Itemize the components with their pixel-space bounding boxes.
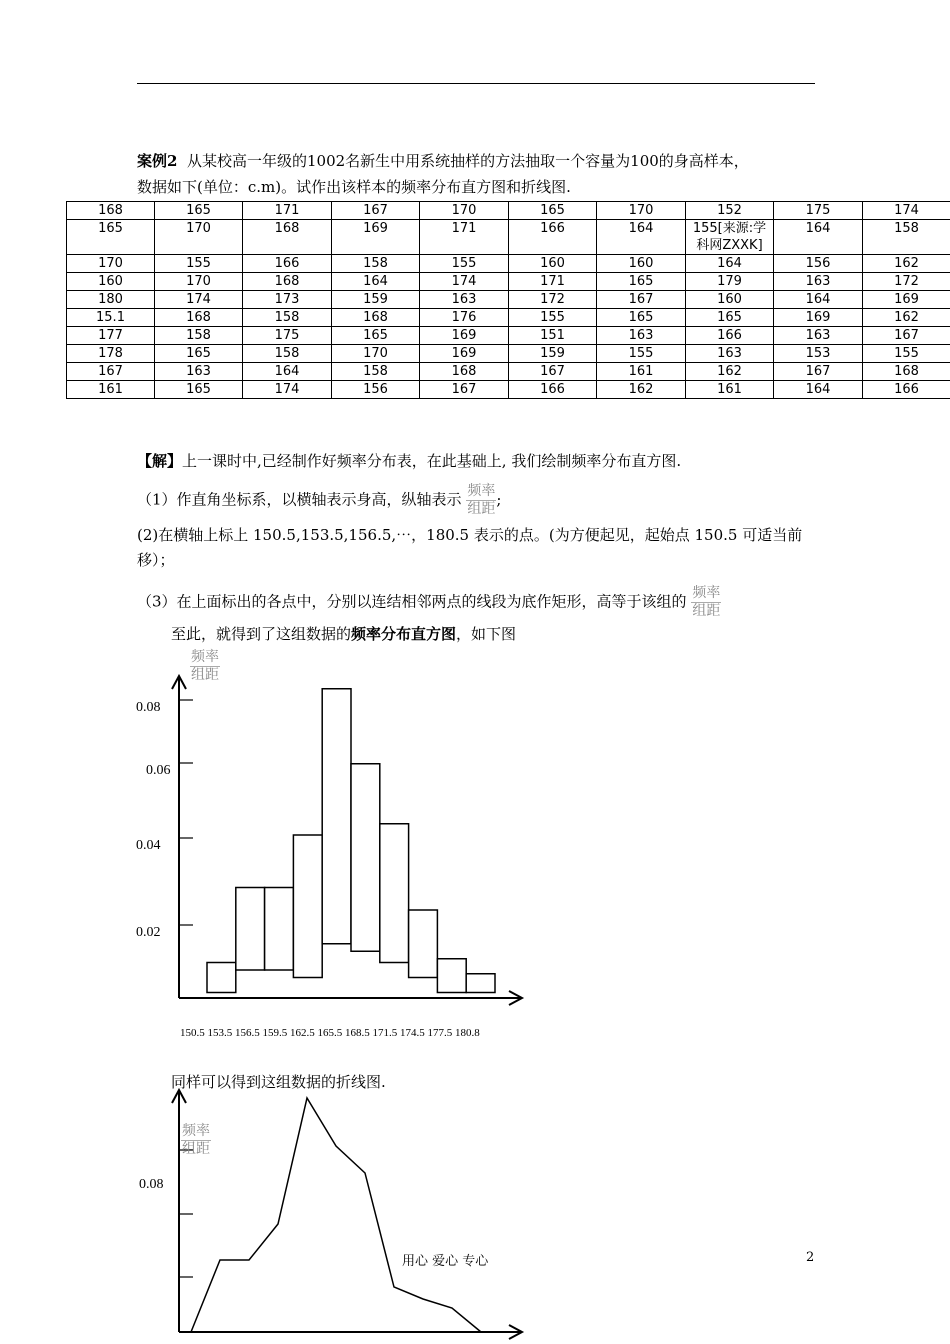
table-cell: 156	[332, 381, 420, 399]
fraction-denominator: 组距	[467, 501, 496, 517]
table-cell: 155[来源:学科网ZXXK]	[686, 220, 774, 255]
table-cell: 170	[67, 255, 155, 273]
table-cell: 155	[597, 345, 686, 363]
table-cell: 168	[155, 309, 243, 327]
fraction-denominator: 组距	[182, 1141, 210, 1157]
histogram-y-tick-label: 0.06	[146, 763, 171, 778]
table-cell: 170	[155, 273, 243, 291]
histogram-x-tick-labels: 150.5 153.5 156.5 159.5 162.5 165.5 168.5 171.5 174.5 177.5 180.8	[180, 1027, 480, 1039]
table-cell: 180	[67, 291, 155, 309]
histogram-bar	[293, 835, 322, 978]
table-cell: 168	[863, 363, 950, 381]
histogram-y-tick-label: 0.08	[136, 700, 161, 715]
polygon-line	[191, 1098, 481, 1332]
table-cell: 162	[863, 309, 950, 327]
table-cell: 171	[243, 202, 332, 220]
table-cell: 167	[863, 327, 950, 345]
histogram-bar	[466, 974, 495, 993]
table-cell: 158	[243, 309, 332, 327]
table-cell: 158	[332, 363, 420, 381]
table-cell: 155	[863, 345, 950, 363]
table-cell: 164	[332, 273, 420, 291]
table-cell: 177	[67, 327, 155, 345]
table-cell: 165	[686, 309, 774, 327]
case-line-2: 数据如下(单位：c.m)。试作出该样本的频率分布直方图和折线图.	[137, 178, 571, 196]
table-cell: 165	[332, 327, 420, 345]
table-cell: 172	[863, 273, 950, 291]
table-cell: 165	[67, 220, 155, 255]
table-cell: 167	[509, 363, 597, 381]
table-cell: 158	[332, 255, 420, 273]
table-cell: 160	[597, 255, 686, 273]
table-cell: 163	[155, 363, 243, 381]
table-cell: 168	[332, 309, 420, 327]
table-cell: 170	[155, 220, 243, 255]
table-cell: 169	[420, 345, 509, 363]
solution-tag: 【解】	[137, 452, 183, 470]
page-number: 2	[806, 1250, 815, 1265]
table-cell: 165	[509, 202, 597, 220]
table-cell: 175	[243, 327, 332, 345]
histogram-bar	[265, 888, 294, 971]
solution-intro-text: 上一课时中,已经制作好频率分布表，在此基础上, 我们绘制频率分布直方图.	[182, 452, 682, 470]
table-cell: 169	[332, 220, 420, 255]
table-cell: 151	[509, 327, 597, 345]
table-cell: 165	[155, 345, 243, 363]
histogram-bar	[380, 824, 409, 963]
fraction-denominator: 组距	[692, 603, 721, 619]
step-2a: (2)在横轴上标上 150.5,153.5,156.5,⋯，180.5 表示的点。(为方便起见，起始点 150.5 可适当前	[137, 526, 803, 544]
table-cell: 169	[420, 327, 509, 345]
table-cell: 167	[67, 363, 155, 381]
case-label: 案例2	[137, 152, 178, 170]
table-cell: 168	[243, 220, 332, 255]
table-cell: 165	[155, 202, 243, 220]
histogram-bar	[236, 888, 265, 971]
table-cell: 163	[774, 327, 863, 345]
table-cell: 164	[686, 255, 774, 273]
histogram-bar	[351, 764, 380, 952]
footer-motto: 用心 爱心 专心	[402, 1254, 489, 1269]
table-cell: 156	[774, 255, 863, 273]
table-cell: 165	[597, 309, 686, 327]
table-cell: 161	[597, 363, 686, 381]
table-cell: 164	[597, 220, 686, 255]
fraction-numerator: 频率	[467, 483, 496, 499]
table-cell: 169	[863, 291, 950, 309]
table-cell: 155	[420, 255, 509, 273]
table-cell: 161	[67, 381, 155, 399]
table-cell: 175	[774, 202, 863, 220]
table-cell: 168	[243, 273, 332, 291]
table-cell: 171	[509, 273, 597, 291]
table-cell: 174	[155, 291, 243, 309]
conclusion-bold: 频率分布直方图	[351, 625, 457, 643]
table-cell: 15.1	[67, 309, 155, 327]
table-cell: 158	[243, 345, 332, 363]
table-cell: 171	[420, 220, 509, 255]
fraction-denominator: 组距	[191, 667, 219, 683]
table-cell: 174	[420, 273, 509, 291]
table-cell: 164	[774, 291, 863, 309]
histogram-bar	[409, 910, 438, 978]
table-cell: 172	[509, 291, 597, 309]
table-cell: 164	[243, 363, 332, 381]
table-cell: 170	[332, 345, 420, 363]
step-2b: 移）；	[137, 551, 175, 569]
table-cell: 170	[597, 202, 686, 220]
fraction-freq-per-width	[181, 1123, 211, 1158]
table-cell: 174	[243, 381, 332, 399]
table-cell: 158	[863, 220, 950, 255]
table-cell: 176	[420, 309, 509, 327]
histogram-bar	[322, 689, 351, 944]
fraction-numerator: 频率	[191, 649, 219, 665]
table-cell: 167	[332, 202, 420, 220]
polygon-y-label	[181, 1123, 211, 1158]
table-cell: 160	[686, 291, 774, 309]
table-cell: 159	[509, 345, 597, 363]
case-text-1: 从某校高一年级的1002名新生中用系统抽样的方法抽取一个容量为100的身高样本，	[186, 152, 749, 170]
histogram-y-tick-label: 0.04	[136, 838, 161, 853]
table-cell: 167	[420, 381, 509, 399]
table-cell: 174	[863, 202, 950, 220]
polygon-y-tick-label: 0.08	[139, 1177, 164, 1192]
table-cell: 167	[597, 291, 686, 309]
histogram-y-tick-label: 0.02	[136, 925, 161, 940]
table-cell: 152	[686, 202, 774, 220]
table-cell: 166	[686, 327, 774, 345]
table-cell: 178	[67, 345, 155, 363]
line-section-caption: 同样可以得到这组数据的折线图.	[171, 1073, 386, 1091]
step-3-text: （3）在上面标出的各点中，分别以连结相邻两点的线段为底作矩形，高等于该组的	[137, 592, 687, 611]
conclusion-text-a: 至此，就得到了这组数据的	[171, 625, 352, 643]
table-cell: 153	[774, 345, 863, 363]
table-cell: 166	[863, 381, 950, 399]
table-cell: 155	[155, 255, 243, 273]
table-cell: 163	[774, 273, 863, 291]
fraction-numerator: 频率	[182, 1123, 210, 1139]
table-cell: 168	[420, 363, 509, 381]
table-cell: 158	[155, 327, 243, 345]
table-cell: 173	[243, 291, 332, 309]
table-cell: 168	[67, 202, 155, 220]
table-cell: 165	[155, 381, 243, 399]
table-cell: 166	[509, 220, 597, 255]
table-cell: 162	[863, 255, 950, 273]
fraction-numerator: 频率	[692, 585, 721, 601]
step-1-text: （1）作直角坐标系，以横轴表示身高，纵轴表示	[137, 490, 462, 509]
table-cell: 160	[509, 255, 597, 273]
table-cell: 164	[774, 381, 863, 399]
step-1-end: ;	[496, 490, 502, 509]
table-cell: 162	[597, 381, 686, 399]
conclusion-text-b: ，如下图	[456, 625, 517, 643]
histogram-bar	[207, 963, 236, 993]
table-cell: 163	[686, 345, 774, 363]
histogram-bar	[437, 959, 466, 993]
table-cell: 164	[774, 220, 863, 255]
table-cell: 163	[420, 291, 509, 309]
table-cell: 179	[686, 273, 774, 291]
table-cell: 165	[597, 273, 686, 291]
table-cell: 161	[686, 381, 774, 399]
histogram-chart	[136, 676, 522, 1039]
table-cell: 169	[774, 309, 863, 327]
table-cell: 166	[243, 255, 332, 273]
table-cell: 170	[420, 202, 509, 220]
table-cell: 159	[332, 291, 420, 309]
table-cell: 160	[67, 273, 155, 291]
table-cell: 163	[597, 327, 686, 345]
table-cell: 167	[774, 363, 863, 381]
table-cell: 155	[509, 309, 597, 327]
table-cell: 162	[686, 363, 774, 381]
table-cell: 166	[509, 381, 597, 399]
